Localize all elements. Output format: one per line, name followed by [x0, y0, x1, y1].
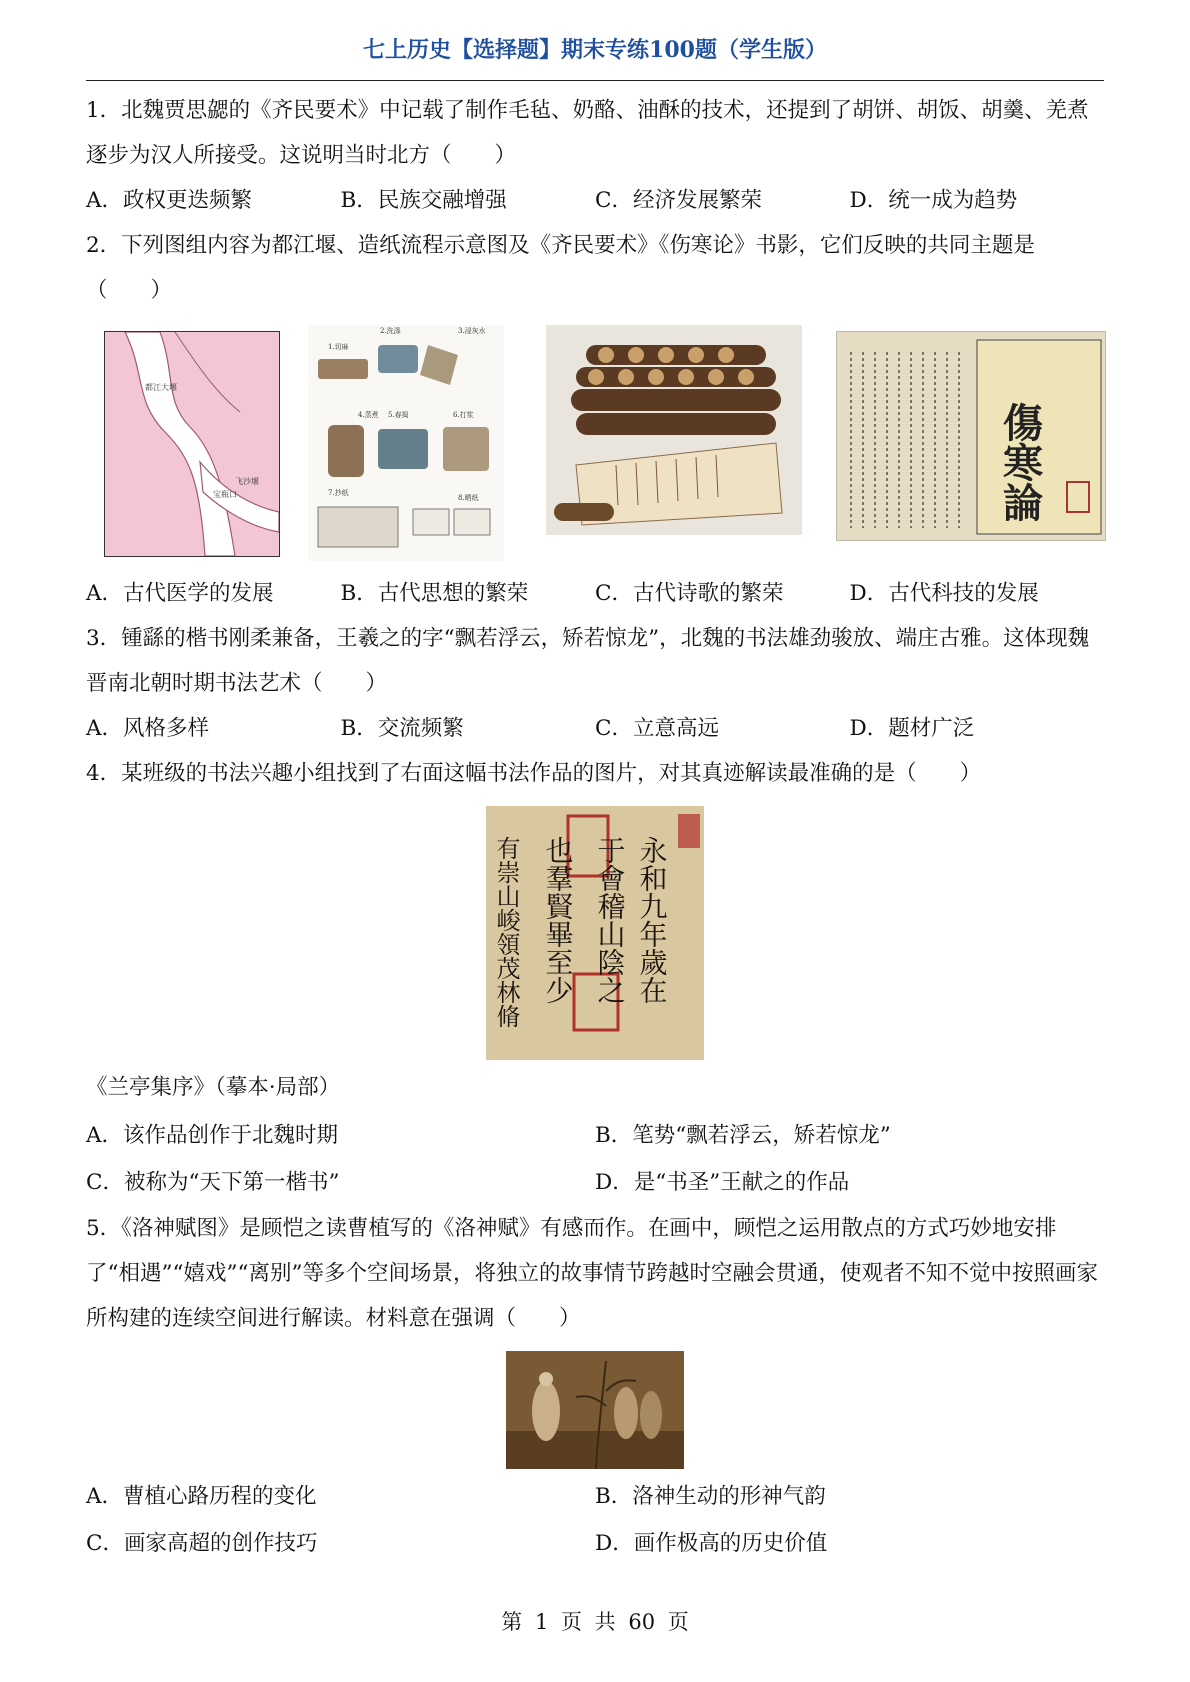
step-label-4: 4.蒸煮: [358, 411, 379, 419]
option-d[interactable]: D．画作极高的历史价值: [595, 1531, 828, 1556]
option-b[interactable]: B．洛神生动的形神气韵: [595, 1484, 826, 1509]
question-5-image-wrap: [86, 1351, 1104, 1469]
dujiangyan-map: [104, 331, 280, 557]
step-label-6: 6.打浆: [453, 411, 474, 419]
map-label-1: 宝瓶口: [213, 490, 237, 499]
step-label-1: 1.切麻: [328, 343, 349, 351]
calligraphy-column-3: 也羣賢畢至少: [541, 836, 575, 1004]
question-3-stem: 3．锺繇的楷书刚柔兼备，王羲之的字“飘若浮云，矫若惊龙”，北魏的书法雄劲骏放、端庄古雅。这体现魏晋南北朝时期书法艺术（ ）: [86, 626, 1090, 696]
option-d[interactable]: D．题材广泛: [849, 716, 975, 741]
luoshen-painting-image: [506, 1351, 684, 1469]
option-c[interactable]: C．古代诗歌的繁荣: [595, 581, 784, 606]
book-title: 傷寒論: [996, 402, 1044, 522]
shanghan-lun-drawing: [837, 332, 1105, 540]
option-b[interactable]: B．交流频繁: [340, 716, 464, 741]
bamboo-scrolls-image: [546, 325, 802, 535]
option-a[interactable]: A．政权更迭频繁: [86, 188, 253, 213]
step-label-7: 7.抄纸: [328, 489, 349, 497]
papermaking-drawing: [308, 325, 504, 561]
question-2-options: [86, 571, 1104, 616]
bamboo-scrolls-drawing: [546, 325, 802, 535]
page-content: [86, 88, 1104, 1567]
option-b[interactable]: B．民族交融增强: [340, 188, 507, 213]
option-d[interactable]: D．统一成为趋势: [849, 188, 1018, 213]
option-c[interactable]: C．立意高远: [595, 716, 719, 741]
question-4-options: [86, 1112, 1104, 1206]
option-c[interactable]: C．经济发展繁荣: [595, 188, 762, 213]
question-4-image-wrap: [86, 806, 1104, 1060]
step-label-2: 2.洗涤: [380, 327, 401, 335]
step-label-5: 5.春捣: [388, 411, 409, 419]
question-3-options: [86, 706, 1104, 751]
shanghan-lun-book-image: [836, 331, 1106, 541]
luoshen-painting-drawing: [506, 1351, 684, 1469]
question-5-options: [86, 1473, 1104, 1567]
option-a[interactable]: A．古代医学的发展: [86, 581, 274, 606]
calligraphy-drawing: [486, 806, 704, 1060]
question-2-stem: 2．下列图组内容为都江堰、造纸流程示意图及《齐民要术》《伤寒论》书影，它们反映的共同主题是（ ）: [86, 233, 1035, 303]
step-label-8: 8.晒纸: [458, 494, 479, 502]
dujiangyan-map-drawing: [105, 332, 279, 556]
question-2-image-row: [86, 325, 1104, 565]
map-label-3: 都江大堰: [145, 383, 177, 392]
page-footer: 第 1 页 共 60 页: [501, 1610, 689, 1634]
papermaking-illustration: [308, 325, 504, 561]
question-5-stem: 5．《洛神赋图》是顾恺之读曹植写的《洛神赋》有感而作。在画中，顾恺之运用散点的方式巧妙地安排了“相遇”“嬉戏”“离别”等多个空间场景，将独立的故事情节跨越时空融会贯通，使观者不知不觉中按照画家所构建的连续空间进行解读。材料意在强调（ ）: [86, 1216, 1098, 1331]
option-c[interactable]: C．被称为“天下第一楷书”: [86, 1170, 340, 1195]
option-c[interactable]: C．画家高超的创作技巧: [86, 1531, 318, 1556]
page-header: 七上历史【选择题】期末专练100题（学生版）: [86, 34, 1104, 81]
lanting-calligraphy-image: [486, 806, 704, 1060]
calligraphy-column-4: 有崇山峻領茂林脩: [492, 836, 520, 1028]
option-a[interactable]: A．曹植心路历程的变化: [86, 1484, 317, 1509]
option-a[interactable]: A．风格多样: [86, 716, 210, 741]
option-b[interactable]: B．笔势“飘若浮云，矫若惊龙”: [595, 1123, 891, 1148]
calligraphy-column-1: 永和九年歲在: [635, 836, 669, 1004]
option-b[interactable]: B．古代思想的繁荣: [340, 581, 529, 606]
calligraphy-column-2: 于會稽山陰之: [593, 836, 627, 1004]
step-label-3: 3.浸灰水: [458, 327, 486, 335]
map-label-2: 飞沙堰: [235, 477, 259, 486]
option-a[interactable]: A．该作品创作于北魏时期: [86, 1123, 339, 1148]
question-1-options: [86, 178, 1104, 223]
option-d[interactable]: D．是“书圣”王献之的作品: [595, 1170, 850, 1195]
question-4-image-caption: 《兰亭集序》（摹本·局部）: [86, 1075, 341, 1100]
option-d[interactable]: D．古代科技的发展: [849, 581, 1039, 606]
question-4-stem: 4．某班级的书法兴趣小组找到了右面这幅书法作品的图片，对其真迹解读最准确的是（ ）: [86, 761, 982, 786]
question-1-stem: 1．北魏贾思勰的《齐民要术》中记载了制作毛毡、奶酪、油酥的技术，还提到了胡饼、胡饭、胡羹、羌煮逐步为汉人所接受。这说明当时北方（ ）: [86, 98, 1089, 168]
